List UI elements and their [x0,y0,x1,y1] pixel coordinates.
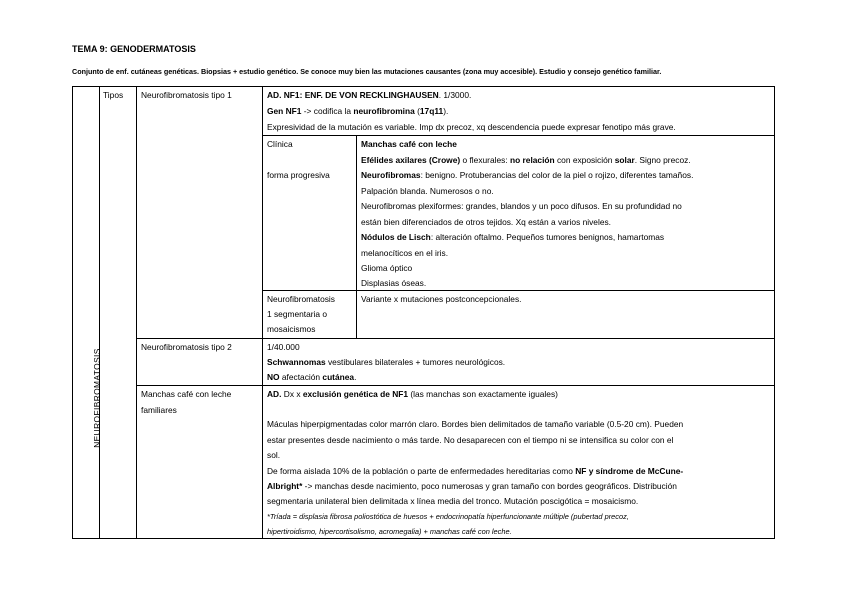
page-title: TEMA 9: GENODERMATOSIS [72,44,196,54]
triada-note: *Tríada = displasia fibrosa poliostótica de huesos + endocrinopatía hiperfuncionante múltiple (pubertad precoz, [267,512,629,521]
tipos-label: Tipos [103,90,124,100]
aislada-line-2: Albright* -> manchas desde nacimiento, poco numerosas y gran tamaño con bordes geográficos. Distribución [267,481,677,491]
manchas-item: Manchas café con leche [361,139,457,149]
col-divider [356,136,357,338]
maculas-line-1: Máculas hiperpigmentadas color marrón claro. Bordes bien delimitados de tamaño variable (0.5-20 cm). Pueden [267,419,684,429]
maculas-line-3: sol. [267,450,281,460]
plexiformes-line-1: Neurofibromas plexiformes: grandes, blandos y un poco difusos. En su profundidad no [361,201,682,211]
familiares-ad: AD. Dx x exclusión genética de NF1 (las manchas son exactamente iguales) [267,389,558,399]
maculas-line-2: estar presentes desde nacimiento o más tarde. No desaparecen con el tiempo ni se intensifica su color con el [267,435,674,445]
col-divider [262,87,263,539]
row-divider [136,338,775,339]
row-divider [262,290,775,291]
nf1-gen: Gen NF1 -> codifica la neurofibromina (17q11). [267,106,449,116]
intro-text: Conjunto de enf. cutáneas genéticas. Biopsias + estudio genético. Se conoce muy bien las mutaciones causantes (zona muy accesible). Estudio y consejo genético familiar. [72,67,662,76]
nf2-no-cutanea: NO afectación cutánea. [267,372,357,382]
nf2-schwannomas: Schwannomas vestibulares bilaterales + tumores neurológicos. [267,357,506,367]
efelides-item: Efélides axilares (Crowe) o flexurales: no relación con exposición solar. Signo precoz. [361,155,691,165]
lisch-item: Nódulos de Lisch: alteración oftalmo. Pequeños tumores benignos, hamartomas [361,232,665,242]
segmentaria-label: Neurofibromatosis [267,294,335,304]
lisch-line-2: melanocíticos en el iris. [361,248,449,258]
segmentaria-label: mosaicismos [267,324,316,334]
aislada-line-1: De forma aislada 10% de la población o parte de enfermedades hereditarias como NF y síndrome de McCune- [267,466,684,476]
nf1-name: Neurofibromatosis tipo 1 [141,90,232,100]
row-divider [136,385,775,386]
nf2-name: Neurofibromatosis tipo 2 [141,342,232,352]
segmentaria-label: 1 segmentaria o [267,309,328,319]
plexiformes-line-2: están bien diferenciados de otros tejidos. Xq están a varios niveles. [361,217,612,227]
nf1-header: AD. NF1: ENF. DE VON RECKLINGHAUSEN. 1/3000. [267,90,472,100]
triada-note: hipertiroidismo, hipercortisolismo, acromegalia) + manchas café con leche. [267,527,512,536]
palpacion-item: Palpación blanda. Numerosos o no. [361,186,494,196]
nf1-expresividad: Expresividad de la mutación es variable. Imp dx precoz, xq descendencia puede expresar fenotipo más grave. [267,122,676,132]
familiares-name: Manchas café con leche [141,389,232,399]
forma-label: forma progresiva [267,170,330,180]
col-divider [136,87,137,539]
displasias-item: Displasias óseas. [361,278,427,288]
content-table [72,86,775,539]
neurofibromas-item: Neurofibromas: benigno. Protuberancias del color de la piel o rojizo, diferentes tamaños. [361,170,694,180]
aislada-line-3: segmentaria unilateral bien delimitada x línea media del tronco. Mutación poscigótica = mosaicismo. [267,496,639,506]
familiares-name: familiares [141,405,177,415]
clinica-label: Clínica [267,139,293,149]
glioma-item: Glioma óptico [361,263,413,273]
nf2-freq: 1/40.000 [267,342,300,352]
side-label: NEUROFIBROMATOSIS [92,348,102,448]
segmentaria-text: Variante x mutaciones postconcepcionales. [361,294,522,304]
col-divider [99,87,100,539]
